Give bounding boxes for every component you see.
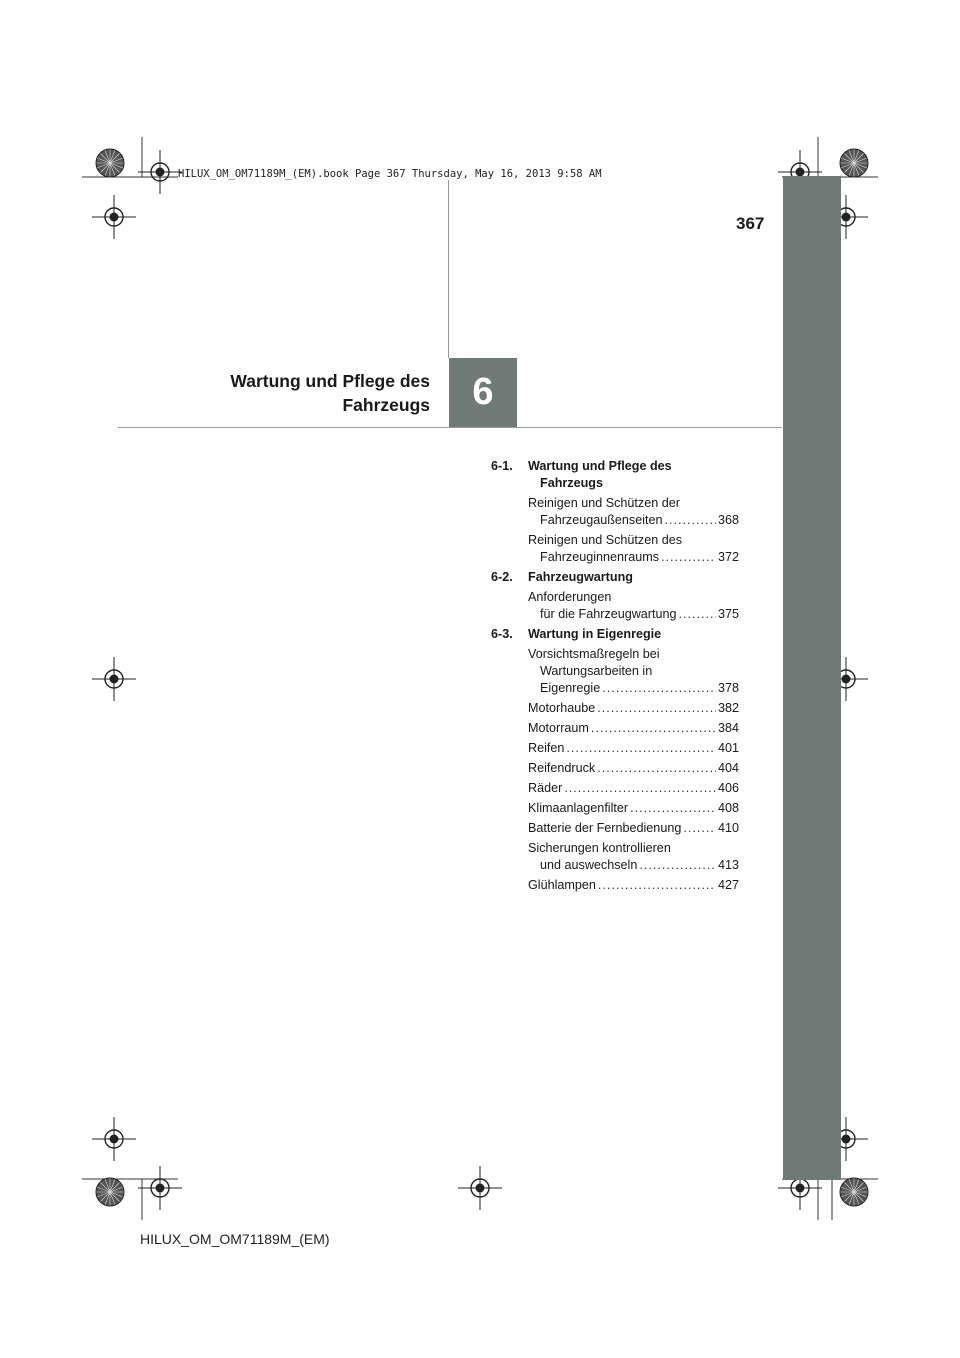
toc-entry[interactable] bbox=[528, 877, 739, 894]
toc-entry-line: Reinigen und Schützen der bbox=[528, 496, 680, 510]
toc-entry-title: Klimaanlagenfilter bbox=[528, 801, 629, 815]
toc-entry-title: Motorhaube bbox=[528, 701, 596, 715]
toc-section bbox=[491, 626, 739, 894]
toc-entry-line: Reinigen und Schützen des bbox=[528, 533, 683, 547]
toc-leader-dots bbox=[683, 820, 716, 837]
toc-section-title bbox=[528, 458, 739, 492]
toc-entry-title: Eigenregie bbox=[540, 681, 601, 695]
vertical-divider bbox=[448, 180, 449, 358]
toc-leader-dots bbox=[602, 680, 716, 697]
file-info-header: HILUX_OM_OM71189M_(EM).book Page 367 Thursday, May 16, 2013 9:58 AM bbox=[178, 168, 602, 180]
toc-entry-title: Batterie der Fernbedienung bbox=[528, 821, 682, 835]
toc-entry-title: Glühlampen bbox=[528, 878, 596, 892]
toc-entry-page: 413 bbox=[717, 858, 739, 872]
toc-section-title-line: Fahrzeugs bbox=[540, 476, 603, 490]
toc-entry[interactable] bbox=[528, 840, 739, 874]
toc-entry-line: Anforderungen bbox=[528, 590, 612, 604]
toc-section-number: 6-3. bbox=[491, 627, 513, 641]
toc-section-number: 6-1. bbox=[491, 459, 513, 473]
toc-entry[interactable] bbox=[528, 700, 739, 717]
toc-entry-page: 368 bbox=[717, 513, 739, 527]
toc-entry-title: Reifen bbox=[528, 741, 565, 755]
toc-leader-dots bbox=[661, 549, 716, 566]
toc-entry-page: 427 bbox=[717, 878, 739, 892]
toc-entry-title: Räder bbox=[528, 781, 563, 795]
toc-entry-title: und auswechseln bbox=[540, 858, 638, 872]
toc-leader-dots bbox=[630, 800, 716, 817]
toc-entry[interactable] bbox=[528, 760, 739, 777]
toc-leader-dots bbox=[598, 877, 716, 894]
toc-section-number: 6-2. bbox=[491, 570, 513, 584]
toc-entry-page: 406 bbox=[717, 781, 739, 795]
toc-leader-dots bbox=[639, 857, 716, 874]
footer-code: HILUX_OM_OM71189M_(EM) bbox=[140, 1231, 330, 1247]
toc-section bbox=[491, 569, 739, 623]
toc-entry-page: 378 bbox=[717, 681, 739, 695]
toc-leader-dots bbox=[597, 700, 716, 717]
toc-section-title-line: Fahrzeugwartung bbox=[528, 570, 633, 584]
toc-section-heading[interactable] bbox=[491, 458, 739, 492]
toc-section-title bbox=[528, 569, 739, 586]
toc-leader-dots bbox=[566, 740, 716, 757]
toc-entry[interactable] bbox=[528, 820, 739, 837]
toc-entry-page: 404 bbox=[717, 761, 739, 775]
toc-entry-page: 372 bbox=[717, 550, 739, 564]
toc-entry-page: 384 bbox=[717, 721, 739, 735]
toc-section-title bbox=[528, 626, 739, 643]
toc-leader-dots bbox=[591, 720, 716, 737]
toc-section-title-line: Wartung und Pflege des bbox=[528, 459, 672, 473]
toc-section-heading[interactable] bbox=[491, 626, 739, 643]
toc-entry-title: Reifendruck bbox=[528, 761, 596, 775]
chapter-title bbox=[180, 369, 430, 417]
toc-entry-page: 410 bbox=[717, 821, 739, 835]
toc-entry[interactable] bbox=[528, 532, 739, 566]
toc-leader-dots bbox=[564, 780, 716, 797]
toc-entry-page: 375 bbox=[717, 607, 739, 621]
toc-entry-page: 401 bbox=[717, 741, 739, 755]
chapter-title-line1: Wartung und Pflege des bbox=[230, 371, 430, 391]
toc-entry-title: für die Fahrzeugwartung bbox=[540, 607, 677, 621]
toc-entry-page: 382 bbox=[717, 701, 739, 715]
toc-entry[interactable] bbox=[528, 495, 739, 529]
toc-section-title-line: Wartung in Eigenregie bbox=[528, 627, 662, 641]
chapter-sidebar-bar bbox=[783, 176, 841, 1180]
toc-entry-title: Motorraum bbox=[528, 721, 589, 735]
toc-entry-line: Vorsichtsmaßregeln bei bbox=[528, 647, 660, 661]
chapter-number-box: 6 bbox=[449, 358, 517, 427]
chapter-title-line2: Fahrzeugs bbox=[342, 395, 430, 415]
toc-entry-line: Wartungsarbeiten in bbox=[540, 664, 653, 678]
toc-leader-dots bbox=[679, 606, 716, 623]
table-of-contents bbox=[491, 458, 739, 897]
toc-leader-dots bbox=[597, 760, 716, 777]
horizontal-divider bbox=[118, 427, 782, 428]
toc-entry[interactable] bbox=[528, 800, 739, 817]
toc-leader-dots bbox=[665, 512, 716, 529]
toc-entry[interactable] bbox=[528, 780, 739, 797]
toc-section-heading[interactable] bbox=[491, 569, 739, 586]
toc-entry-page: 408 bbox=[717, 801, 739, 815]
page-number: 367 bbox=[736, 214, 765, 233]
toc-entry[interactable] bbox=[528, 646, 739, 697]
toc-entry[interactable] bbox=[528, 589, 739, 623]
toc-entry[interactable] bbox=[528, 740, 739, 757]
toc-entry[interactable] bbox=[528, 720, 739, 737]
toc-entry-line: Sicherungen kontrollieren bbox=[528, 841, 671, 855]
toc-entry-title: Fahrzeuginnenraums bbox=[540, 550, 660, 564]
toc-section bbox=[491, 458, 739, 566]
toc-entry-title: Fahrzeugaußenseiten bbox=[540, 513, 663, 527]
